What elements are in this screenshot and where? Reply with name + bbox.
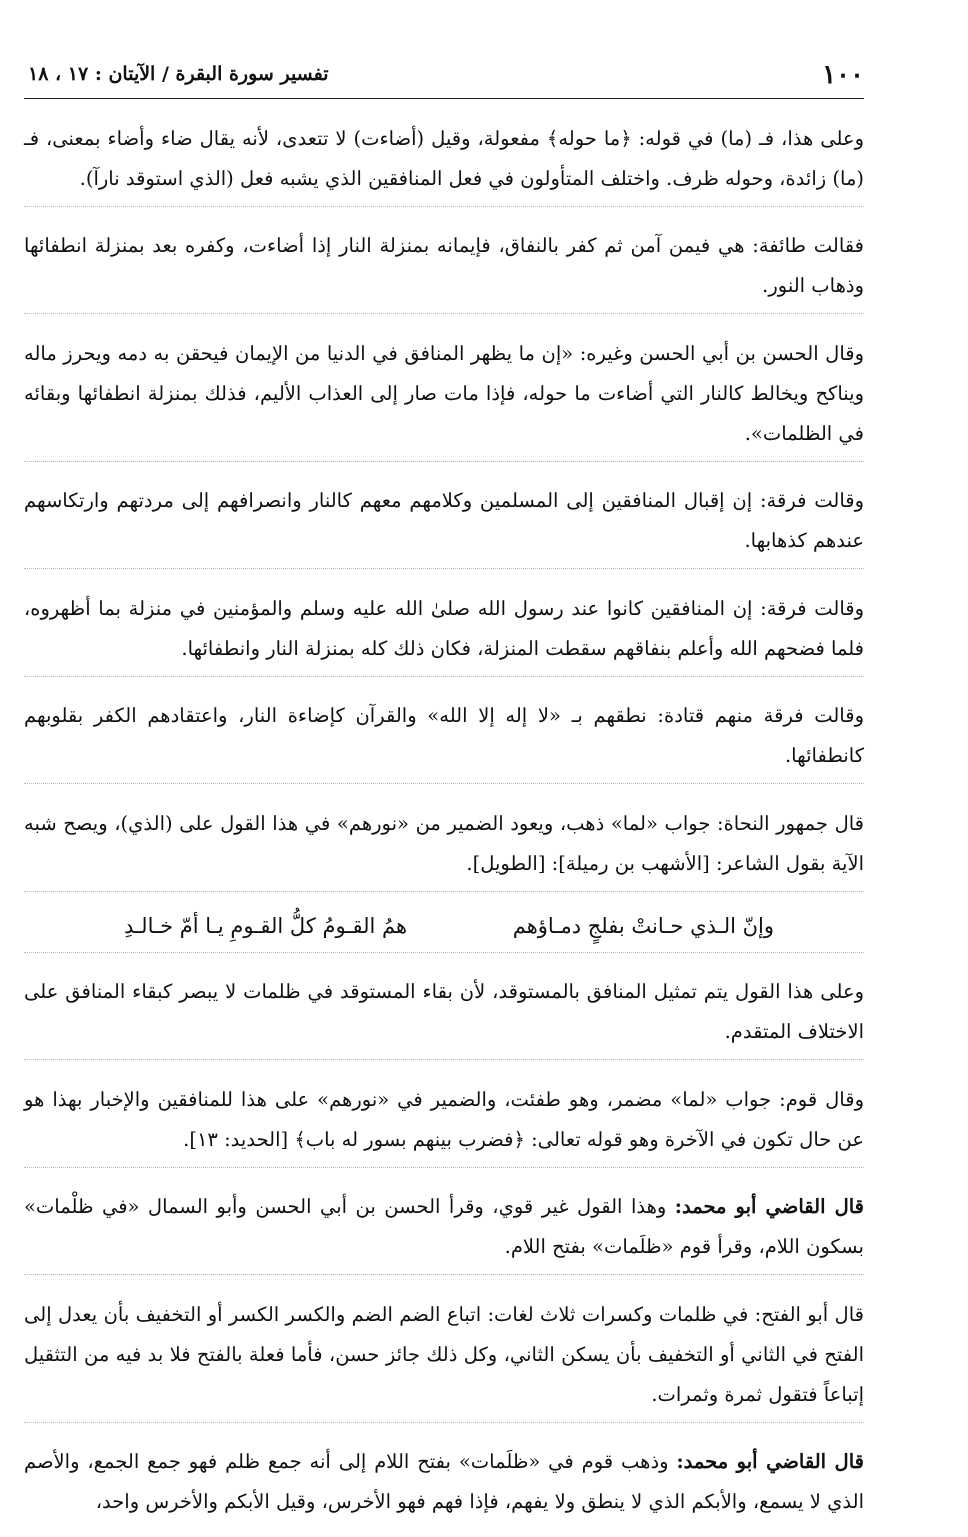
paragraph xyxy=(24,1295,864,1423)
page-number: ١٠٠ xyxy=(822,60,864,90)
paragraph xyxy=(24,972,864,1060)
paragraph xyxy=(24,119,864,207)
paragraph xyxy=(24,1187,864,1275)
paragraph-text: وقالت فرقة: إن المنافقين كانوا عند رسول الله صلىٰ الله عليه وسلم والمؤمنين في منزلة بما أظهروه، فلما فضحهم الله وأعلم بنفاقهم سقطت المنزلة، فكان ذلك كله بمنزلة النار وانطفائها. xyxy=(24,596,864,660)
paragraph-text: فقالت طائفة: هي فيمن آمن ثم كفر بالنفاق، فإيمانه بمنزلة النار إذا أضاءت، وكفره بعد بمنزلة انطفائها وذهاب النور. xyxy=(24,234,864,297)
paragraph-text: وقال الحسن بن أبي الحسن وغيره: «إن ما يظهر المنافق في الدنيا من الإيمان فيحقن به دمه ويحرز ماله ويناكح ويخالط كالنار التي أضاءت ما حوله، فإذا مات صار إلى العذاب الأليم، فذلك بمنزلة انطفائها وبقائه في الظلمات». xyxy=(24,341,864,445)
paragraph xyxy=(24,696,864,784)
paragraph xyxy=(24,589,864,677)
page-header xyxy=(24,44,864,99)
paragraph-text: قال أبو الفتح: في ظلمات وكسرات ثلاث لغات: اتباع الضم الضم والكسر الكسر أو التخفيف بأن يعدل إلى الفتح في الثاني أو التخفيف بأن يسكن الثاني، وكل ذلك جائز حسن، فأما فعلة بالفتح فلا بد فيه من التثقيل إتباعاً فتقول ثمرة وثمرات. xyxy=(24,1302,864,1406)
paragraph xyxy=(24,804,864,892)
page xyxy=(24,44,864,1537)
paragraph xyxy=(24,226,864,314)
paragraph-text: وعلى هذا القول يتم تمثيل المنافق بالمستوقد، لأن بقاء المستوقد في ظلمات لا يبصر كبقاء المنافق على الاختلاف المتقدم. xyxy=(24,980,864,1043)
paragraph-text: وعلى هذا، فـ (ما) في قوله: ﴿ما حوله﴾ مفعولة، وقيل (أضاءت) لا تتعدى، لأنه يقال ضاء وأضاء بمعنى، فـ (ما) زائدة، وحوله ظرف. واختلف المتأولون في فعل المنافقين الذي يشبه فعل (الذي استوقد نارآ). xyxy=(24,126,864,190)
paragraph-text: وهذا القول غير قوي، وقرأ الحسن بن أبي الحسن وأبو السمال «في ظلْمات» بسكون اللام، وقرأ قوم «ظلَمات» بفتح اللام. xyxy=(24,1195,864,1258)
paragraph xyxy=(24,1080,864,1168)
paragraph xyxy=(24,481,864,569)
paragraph-text: وقال قوم: جواب «لما» مضمر، وهو طفئت، والضمير في «نورهم» على هذا للمنافقين والإخبار بهذا هو عن حال تكون في الآخرة وهو قوله تعالى: ﴿فضرب بينهم بسور له باب﴾ [الحديد: ١٣]. xyxy=(24,1087,864,1151)
poetry-verse xyxy=(24,900,864,953)
verse-first-hemistich: وإنّ الـذي حـانتْ بفلجٍ دمـاؤهم xyxy=(512,913,774,938)
running-head: تفسير سورة البقرة / الآيتان : ١٧ ، ١٨ xyxy=(28,63,329,85)
paragraph xyxy=(24,334,864,462)
paragraph xyxy=(24,1442,864,1529)
paragraph-text: وذهب قوم في «ظلَمات» بفتح اللام إلى أنه جمع ظلم فهو جمع الجمع، والأصم الذي لا يسمع، والأبكم الذي لا ينطق ولا يفهم، فإذا فهم فهو الأخرس، وقيل الأبكم والأخرس واحد، xyxy=(24,1450,864,1513)
paragraph-lead: قال القاضي أبو محمد: xyxy=(676,1450,864,1473)
paragraph-lead: قال القاضي أبو محمد: xyxy=(674,1195,864,1218)
paragraph-text: وقالت فرقة: إن إقبال المنافقين إلى المسلمين وكلامهم معهم كالنار وانصرافهم إلى مردتهم وارتكاسهم عندهم كذهابها. xyxy=(24,489,864,552)
verse-second-hemistich: همُ القـومُ كلُّ القـومِ يـا أمّ خـالـدِ xyxy=(124,913,408,938)
paragraph-text: قال جمهور النحاة: جواب «لما» ذهب، ويعود الضمير من «نورهم» في هذا القول على (الذي)، ويصح شبه الآية بقول الشاعر: [الأشهب بن رميلة]: [الطويل]. xyxy=(24,811,864,875)
paragraph-text: وقالت فرقة منهم قتادة: نطقهم بـ «لا إله إلا الله» والقرآن كإضاءة النار، واعتقادهم الكفر بقلوبهم كانطفائها. xyxy=(24,704,864,767)
page-content xyxy=(24,119,864,1530)
